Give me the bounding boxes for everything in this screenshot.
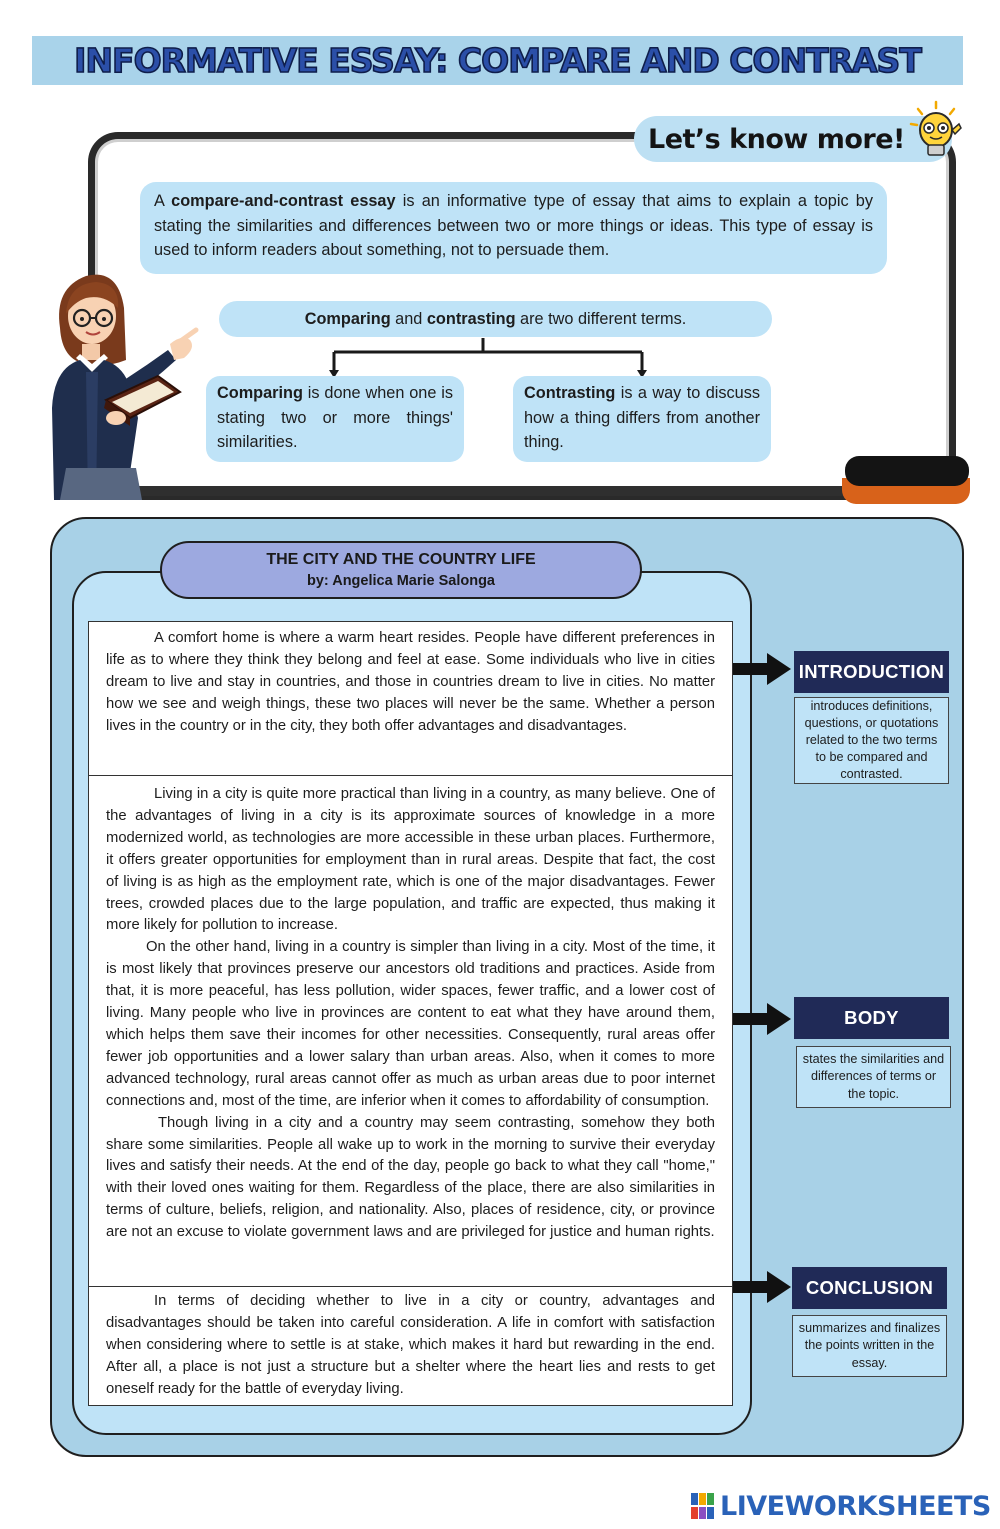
eraser-icon: [845, 456, 969, 486]
definition-text: is an informative type of essay that aims to explain a topic by stating the similarities and differences between two or more things or ideas. This type of essay is used to inform readers about something, not to persuade them.: [154, 192, 873, 259]
whiteboard-rail: [120, 486, 900, 496]
essay-introduction: [89, 628, 732, 738]
introduction-label: INTRODUCTION: [794, 651, 949, 693]
essay-title-box: [160, 541, 642, 599]
arrow-right-icon: [733, 1001, 793, 1037]
title-banner: [32, 36, 963, 85]
essay-body: [89, 775, 732, 1244]
essay-author: by: Angelica Marie Salonga: [306, 573, 495, 589]
terms-box: [219, 301, 772, 337]
body-paragraph-3: Though living in a city and a country may seem contrasting, somehow they both share some similarities. People all wake up to work in the morning to survive their everyday lives and satisfy their needs. At the end of the day, people go back to what they call "home," with their loved ones waiting for them. Regardless of the place, there are also similarities in terms of culture, beliefs, religion, and nationality. Also, places of residence, city, or province are not an excuse to violate government laws and are privileged for justice and human rights.: [106, 1114, 715, 1241]
body-label: BODY: [794, 997, 949, 1039]
contrasting-term: Contrasting: [524, 384, 616, 402]
term-contrasting: contrasting: [426, 309, 516, 328]
definition-prefix: A: [154, 192, 172, 210]
conclusion-paragraph: In terms of deciding whether to live in a city or country, advantages and disadvantages should be taken into careful consideration. A life in comfort with satisfaction when considering where to settle is at stake, which makes it hard but rewarding in the end. After all, a place is not just a structure but a shelter where the heart lies and rests to get oneself ready for the battle of everyday living.: [106, 1293, 715, 1397]
essay-conclusion: [89, 1286, 732, 1401]
body-description: states the similarities and differences of terms or the topic.: [796, 1046, 951, 1108]
liveworksheets-logo-icon: [690, 1491, 716, 1521]
arrow-right-icon: [733, 651, 793, 687]
introduction-paragraph: A comfort home is where a warm heart resides. People have different preferences in life as to where they think they belong and feel at ease. Some individuals who live in cities dream to live and stay in countries, and those in countries dream to live in cities. No matter how we see and weigh things, these two places will never be the same. Whether a person lives in the country or in the city, they both offer advantages and disadvantages.: [106, 630, 715, 734]
essay-text-box: [88, 621, 733, 1406]
contrasting-box: [513, 376, 771, 462]
know-more-banner: [634, 116, 952, 162]
conclusion-label: CONCLUSION: [792, 1267, 947, 1309]
definition-term: compare-and-contrast essay: [171, 192, 396, 210]
liveworksheets-brand: [690, 1486, 991, 1526]
body-paragraph-2: On the other hand, living in a country is simpler than living in a city. Most of the time, it is most likely that provinces preserve our ancestors old traditions and practices. Aside from that, it is more peaceful, has less pollution, wider spaces, fewer traffic, and a lower cost of living. Many people who live in provinces are content to eat what they have around them, which helps them save their incomes for other necessities. Consequently, rural areas offer fewer job opportunities and a lower salary than urban areas. Also, when it comes to more advanced technology, rural areas cannot offer as much as urban areas due to poor internet connections and, most of the time, are inferior when it comes to affordability of consumption.: [106, 939, 715, 1109]
body-paragraph-1: Living in a city is quite more practical than living in a country, as many believe. One of the advantages of living in a city is its approximate sources of knowledge in a more modernized world, as technologies are more accessible in these urban places. Furthermore, it offers greater opportunities for employment than in rural areas. Despite that fact, the cost of living is as high as the employment rate, which is one of the major disadvantages. Fewer trees, crowded places due to the large population, and traffic are expected, thus making it more likely for pollution to increase.: [106, 786, 715, 934]
essay-title: THE CITY AND THE COUNTRY LIFE: [266, 551, 536, 568]
terms-and: and: [390, 309, 427, 328]
know-more-text: Let’s know more!: [648, 123, 905, 155]
comparing-box: [206, 376, 464, 462]
term-comparing: Comparing: [304, 309, 391, 328]
comparing-term: Comparing: [217, 384, 303, 402]
introduction-description: introduces definitions, questions, or quotations related to the two terms to be compared and contrasted.: [794, 697, 949, 784]
conclusion-description: summarizes and finalizes the points written in the essay.: [792, 1315, 947, 1377]
definition-box: [140, 182, 887, 274]
teacher-illustration: [46, 268, 206, 500]
brand-text: LIVEWORKSHEETS: [720, 1490, 991, 1522]
arrow-right-icon: [733, 1269, 793, 1305]
contrasting-text: is a way to discuss how a thing differs from another thing.: [524, 384, 760, 451]
page-title: INFORMATIVE ESSAY: COMPARE AND CONTRAST: [74, 41, 921, 80]
lightbulb-icon: [906, 100, 966, 164]
terms-end: are two different terms.: [515, 309, 687, 328]
comparing-text: is done when one is stating two or more things' similarities.: [217, 384, 453, 451]
